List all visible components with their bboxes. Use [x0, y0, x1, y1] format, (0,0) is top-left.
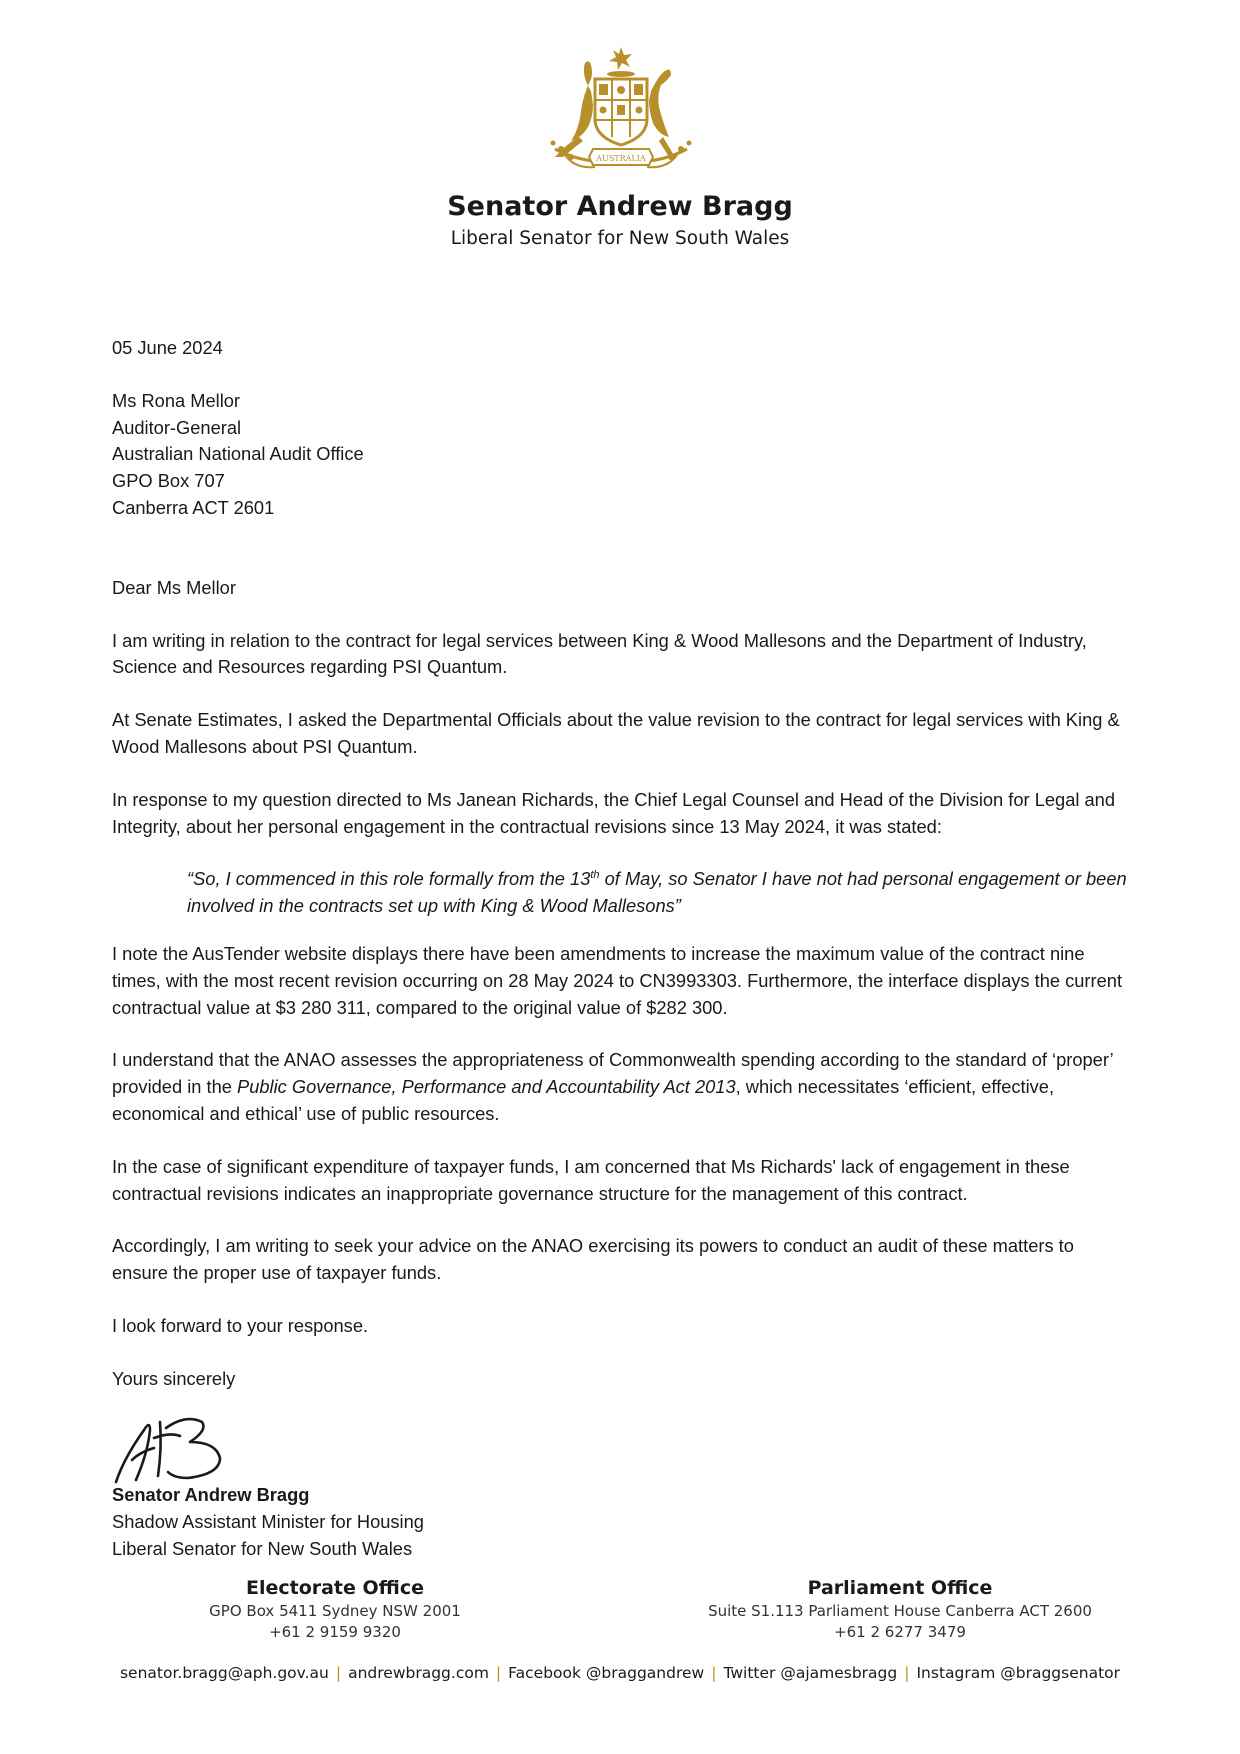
quote-text-start: “So, I commenced in this role formally from the 13 [187, 868, 591, 890]
parliament-office-address: Suite S1.113 Parliament House Canberra ACT 2600 [708, 1602, 1092, 1620]
handwritten-signature [110, 1408, 240, 1488]
electorate-office-title: Electorate Office [245, 1577, 425, 1599]
electorate-office-address: GPO Box 5411 Sydney NSW 2001 [209, 1602, 461, 1620]
parliament-office-phone: +61 2 6277 3479 [834, 1623, 966, 1641]
contact-separator: | [495, 1664, 502, 1682]
signatory-name: Senator Andrew Bragg [112, 1484, 310, 1505]
emu-icon [649, 70, 671, 137]
email-contact: senator.bragg@aph.gov.au [119, 1664, 329, 1682]
contact-bar [0, 1664, 1240, 1682]
paragraph-5-end: , which necessitates ‘efficient, effective, economical and ethical’ use of public resources. [112, 1076, 1055, 1124]
signatory-title: Liberal Senator for New South Wales [112, 1537, 413, 1559]
website-contact: andrewbragg.com [348, 1664, 489, 1682]
contact-separator: | [711, 1664, 717, 1682]
sign-off: Yours sincerely [112, 1367, 236, 1389]
recipient-line: Canberra ACT 2601 [112, 496, 275, 518]
recipient-line: Auditor-General [112, 416, 242, 438]
commonwealth-star-icon [609, 47, 632, 70]
twitter-contact: Twitter @ajamesbragg [723, 1664, 898, 1682]
paragraph-1: I am writing in relation to the contract for legal services between King & Wood Mallesons and the Department of Industry, Science and Resources regarding PSI Quantum. [112, 629, 1087, 678]
paragraph-5 [112, 1047, 1132, 1127]
paragraph-6: In the case of significant expenditure of taxpayer funds, I am concerned that Ms Richards' lack of engagement in these contractual revisions indicates an inappropriate governance structure for the management of this contract. [112, 1155, 1070, 1204]
kangaroo-icon [571, 61, 593, 141]
letterhead-name: Senator Andrew Bragg [447, 191, 793, 222]
parliament-office-title: Parliament Office [807, 1577, 993, 1599]
paragraph-3: In response to my question directed to Ms Janean Richards, the Chief Legal Counsel and Head of the Division for Legal and Integrity, about her personal engagement in the contractual revisions since 13 May 2024, it was stated: [112, 788, 1116, 837]
quote-text-end: of May, so Senator I have not had personal engagement or been involved in the contracts set up with King & Wood Mallesons” [187, 868, 1127, 917]
salutation: Dear Ms Mellor [112, 576, 236, 598]
paragraph-8: I look forward to your response. [112, 1314, 369, 1336]
recipient-line: Ms Rona Mellor [112, 389, 241, 411]
paragraph-5-start: I understand that the ANAO assesses the appropriateness of Commonwealth spending according to the standard of ‘proper’ provided in the [112, 1049, 1113, 1098]
instagram-contact: Instagram @braggsenator [916, 1664, 1121, 1682]
signatory-role: Shadow Assistant Minister for Housing [112, 1510, 424, 1532]
coat-of-arms-logo [535, 45, 707, 173]
parliament-office [660, 1575, 1140, 1643]
electorate-office [165, 1575, 505, 1643]
block-quote [187, 866, 1132, 920]
recipient-line: Australian National Audit Office [112, 443, 364, 465]
letter-date: 05 June 2024 [112, 337, 223, 358]
contact-separator: | [335, 1664, 342, 1682]
facebook-contact: Facebook @braggandrew [508, 1664, 705, 1682]
contact-separator: | [904, 1664, 910, 1682]
paragraph-4: I note the AusTender website displays there have been amendments to increase the maximum value of the contract nine times, with the most recent revision occurring on 28 May 2024 to CN3993303. Furthermore, the interface displays the current contractual value at $3 280 311, compared to the original value of $282 300. [112, 942, 1123, 1018]
quote-superscript: th [590, 869, 600, 882]
letter-body [112, 335, 1132, 1393]
crest-motto: AUSTRALIA [596, 154, 646, 163]
recipient-address [112, 388, 1132, 522]
electorate-office-phone: +61 2 9159 9320 [269, 1623, 401, 1641]
paragraph-7: Accordingly, I am writing to seek your advice on the ANAO exercising its powers to conduct an audit of these matters to ensure the proper use of taxpayer funds. [112, 1235, 1074, 1284]
recipient-line: GPO Box 707 [112, 470, 225, 492]
letterhead-title: Liberal Senator for New South Wales [450, 228, 790, 249]
paragraph-2: At Senate Estimates, I asked the Departmental Officials about the value revision to the contract for legal services with King & Wood Mallesons about PSI Quantum. [112, 709, 1120, 757]
act-title: Public Governance, Performance and Accountability Act 2013 [237, 1076, 736, 1098]
signature-block [112, 1482, 424, 1562]
